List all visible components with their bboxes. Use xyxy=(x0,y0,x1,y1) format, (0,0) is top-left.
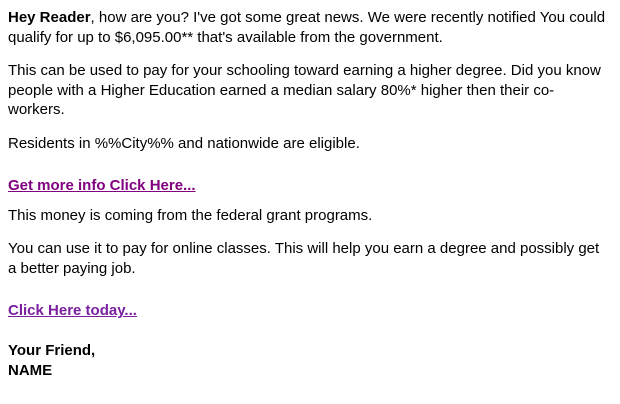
cta-link-2-container xyxy=(8,302,610,321)
signature-block xyxy=(8,341,610,380)
cta-link-1-container xyxy=(8,177,610,196)
click-here-today-link[interactable]: Click Here today... xyxy=(8,302,137,320)
intro-rest-text: , how are you? I've got some great news. We were recently notified You could qualify for up to $6,095.00** that's available from the government. xyxy=(8,9,606,46)
sign-off-text: Your Friend, xyxy=(8,342,96,359)
paragraph-education: This can be used to pay for your schooling toward earning a higher degree. Did you know people with a Higher Education earned a median salary 80%* higher then their co-workers. xyxy=(8,62,601,118)
spacer xyxy=(8,167,610,177)
paragraph-online-classes: You can use it to pay for online classes. This will help you earn a degree and possibly get a better paying job. xyxy=(8,240,600,277)
greeting-text: Hey Reader xyxy=(8,9,91,26)
spacer-3 xyxy=(8,331,610,341)
spacer-2 xyxy=(8,292,610,302)
intro-paragraph xyxy=(8,8,610,47)
paragraph-eligibility: Residents in %%City%% and nationwide are eligible. xyxy=(8,134,360,152)
sender-name-text: NAME xyxy=(8,361,53,379)
paragraph-federal-grant: This money is coming from the federal grant programs. xyxy=(8,206,373,224)
get-more-info-link[interactable]: Get more info Click Here... xyxy=(8,177,196,194)
